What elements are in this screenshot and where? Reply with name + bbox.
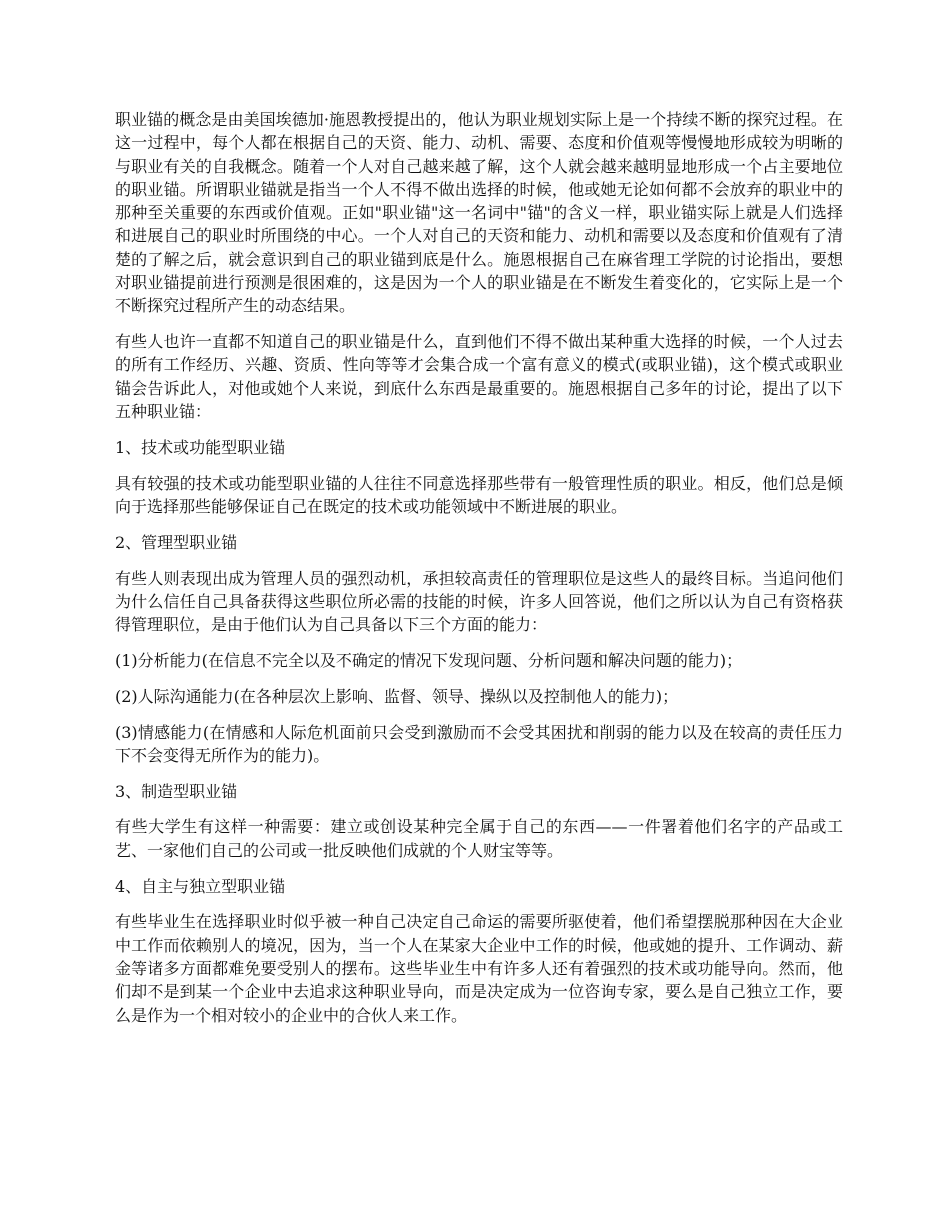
list-item: (1)分析能力(在信息不完全以及不确定的情况下发现问题、分析问题和解决问题的能力)；: [115, 650, 743, 670]
paragraph: 有些人也许一直都不知道自己的职业锚是什么，直到他们不得不做出某种重大选择的时候，一个人过去的所有工作经历、兴趣、资质、性向等等才会集合成一个富有意义的模式(或职业锚)，这个模式或职业锚会告诉此人，对他或她个人来说，到底什么东西是最重要的。施恩根据自己多年的讨论，提出了以下五种职业锚：: [115, 332, 843, 422]
paragraph: 具有较强的技术或功能型职业锚的人往往不同意选择那些带有一般管理性质的职业。相反，他们总是倾向于选择那些能够保证自己在既定的技术或功能领域中不断进展的职业。: [115, 473, 843, 516]
list-item: (3)情感能力(在情感和人际危机面前只会受到激励而不会受其困扰和削弱的能力以及在较高的责任压力下不会变得无所作为的能力)。: [115, 722, 843, 765]
paragraph: 有些大学生有这样一种需要：建立或创设某种完全属于自己的东西——一件署着他们名字的产品或工艺、一家他们自己的公司或一批反映他们成就的个人财宝等等。: [115, 817, 843, 860]
intro-paragraph: 职业锚的概念是由美国埃德加·施恩教授提出的，他认为职业规划实际上是一个持续不断的探究过程。在这一过程中，每个人都在根据自己的天资、能力、动机、需要、态度和价值观等慢慢地形成较为明晰的与职业有关的自我概念。随着一个人对自己越来越了解，这个人就会越来越明显地形成一个占主要地位的职业锚。所谓职业锚就是指当一个人不得不做出选择的时候，他或她无论如何都不会放弃的职业中的那种至关重要的东西或价值观。正如"职业锚"这一名词中"锚"的含义一样，职业锚实际上就是人们选择和进展自己的职业时所围绕的中心。一个人对自己的天资和能力、动机和需要以及态度和价值观有了清楚的了解之后，就会意识到自己的职业锚到底是什么。施恩根据自己在麻省理工学院的讨论指出，要想对职业锚提前进行预测是很困难的，这是因为一个人的职业锚是在不断发生着变化的，它实际上是一个不断探究过程所产生的动态结果。: [115, 110, 843, 316]
section-heading: 2、管理型职业锚: [115, 532, 238, 552]
document-body: [115, 108, 843, 1039]
section-heading: 1、技术或功能型职业锚: [115, 437, 286, 457]
paragraph: 有些毕业生在选择职业时似乎被一种自己决定自己命运的需要所驱使着，他们希望摆脱那种因在大企业中工作而依赖别人的境况，因为，当一个人在某家大企业中工作的时候，他或她的提升、工作调动、薪金等诸多方面都难免要受别人的摆布。这些毕业生中有许多人还有着强烈的技术或功能导向。然而，他们却不是到某一个企业中去追求这种职业导向，而是决定成为一位咨询专家，要么是自己独立工作，要么是作为一个相对较小的企业中的合伙人来工作。: [115, 912, 843, 1025]
list-item: (2)人际沟通能力(在各种层次上影响、监督、领导、操纵以及控制他人的能力)；: [115, 686, 679, 706]
section-heading: 4、自主与独立型职业锚: [115, 876, 286, 896]
paragraph: 有些人则表现出成为管理人员的强烈动机，承担较高责任的管理职位是这些人的最终目标。当追问他们为什么信任自己具备获得这些职位所必需的技能的时候，许多人回答说，他们之所以认为自己有资格获得管理职位，是由于他们认为自己具备以下三个方面的能力：: [115, 568, 843, 635]
section-heading: 3、制造型职业锚: [115, 781, 238, 801]
